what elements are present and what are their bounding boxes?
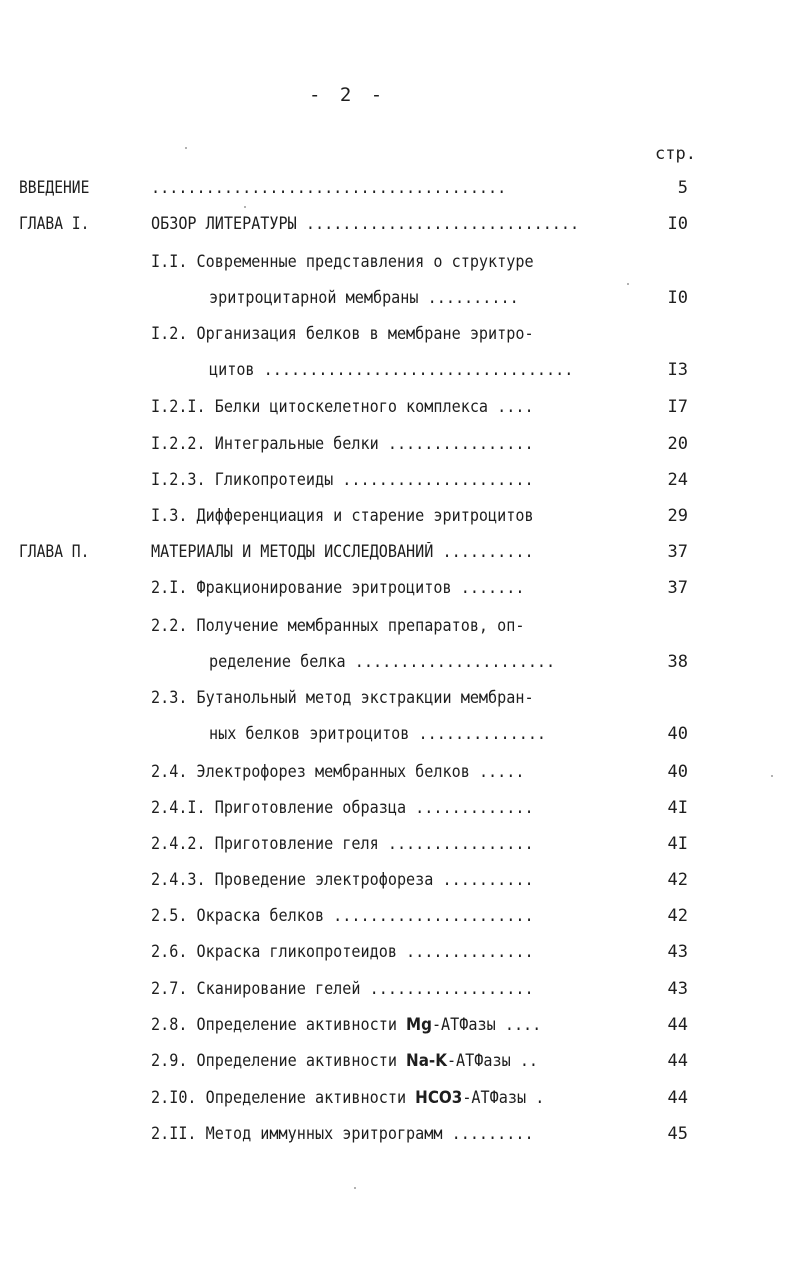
entry-title-suffix: -АТФазы: [431, 1015, 496, 1035]
toc-entry-text: [151, 397, 618, 417]
entry-title: 2.9. Определение активности: [151, 1051, 407, 1071]
entry-title: ных белков эритроцитов: [209, 724, 410, 744]
page-ref: 4I: [667, 798, 688, 818]
page-ref: 43: [667, 979, 688, 999]
chapter-label: ВВЕДЕНИЕ: [19, 178, 90, 198]
entry-title: 2.4.2. Приготовление геля: [151, 834, 379, 854]
entry-title: 2.4. Электрофорез мембранных белков: [151, 762, 470, 782]
entry-title: 2.II. Метод иммунных эритрограмм: [151, 1124, 443, 1144]
page-ref: 45: [667, 1124, 688, 1144]
page-column-label: стр.: [655, 144, 696, 164]
toc-entry-text: [151, 214, 618, 234]
page-ref: 5: [677, 178, 688, 198]
page-ref: 44: [667, 1088, 688, 1108]
dot-leader: ..............................: [296, 214, 580, 234]
entry-title: 2.6. Окраска гликопротеидов: [151, 942, 397, 962]
entry-title: 2.4.3. Проведение электрофореза: [151, 870, 434, 890]
page-ref: 44: [667, 1051, 688, 1071]
toc-entry-text: [151, 1015, 618, 1035]
entry-title: 2.5. Окраска белков: [151, 906, 325, 926]
toc-entry-text: [151, 870, 618, 890]
toc-entry-text: [151, 578, 618, 598]
dot-leader: .....: [469, 762, 525, 782]
toc-entry-text: [151, 470, 618, 490]
dot-leader: ..: [510, 1051, 539, 1071]
page-ref: 42: [667, 870, 688, 890]
toc-entry-text: [209, 652, 625, 672]
toc-entry-text: [151, 252, 618, 272]
dot-leader: ................: [378, 434, 534, 454]
entry-title: ОБЗОР ЛИТЕРАТУРЫ: [151, 214, 297, 234]
chemical-formula: Mg: [406, 1015, 432, 1035]
entry-title: I.I. Современные представления о структуре: [151, 252, 534, 272]
toc-entry-text: [151, 324, 618, 344]
toc-entry-text: [151, 942, 618, 962]
toc-entry-text: [151, 798, 618, 818]
toc-entry-text: [151, 906, 618, 926]
page-number: - 2 -: [309, 84, 387, 106]
dot-leader: ..............: [409, 724, 547, 744]
chapter-label: ГЛАВА П.: [19, 542, 90, 562]
scan-speck: [627, 283, 629, 285]
entry-title-suffix: -АТФазы: [446, 1051, 511, 1071]
entry-title: I.3. Дифференциация и старение эритроцитов: [151, 506, 534, 526]
entry-title: ределение белка: [209, 652, 346, 672]
toc-entry-text: [151, 762, 618, 782]
dot-leader: ..................................: [254, 360, 574, 380]
toc-entry-text: [209, 360, 625, 380]
scan-speck: [771, 775, 773, 777]
toc-entry-text: [151, 178, 618, 198]
entry-title: 2.3. Бутанольный метод экстракции мембран-: [151, 688, 534, 708]
entry-title-suffix: -АТФазы: [462, 1088, 527, 1108]
toc-entry-text: [151, 1088, 618, 1108]
toc-entry-text: [151, 688, 618, 708]
entry-title: цитов: [209, 360, 255, 380]
chemical-formula: Na-K: [406, 1051, 447, 1071]
page-ref: I3: [667, 360, 688, 380]
page-ref: 37: [667, 578, 688, 598]
dot-leader: ..........: [433, 542, 534, 562]
dot-leader: .......: [451, 578, 525, 598]
page-ref: 4I: [667, 834, 688, 854]
dot-leader: ..................: [360, 979, 534, 999]
entry-title: I.2.I. Белки цитоскелетного комплекса: [151, 397, 489, 417]
page-ref: I0: [667, 214, 688, 234]
chemical-formula: HCO3: [415, 1088, 463, 1108]
page-ref: I7: [667, 397, 688, 417]
page-ref: 37: [667, 542, 688, 562]
page-ref: 24: [667, 470, 688, 490]
entry-title: 2.7. Сканирование гелей: [151, 979, 361, 999]
dot-leader: ....: [488, 397, 534, 417]
dot-leader: ..........: [433, 870, 534, 890]
page-ref: 29: [667, 506, 688, 526]
entry-title: 2.8. Определение активности: [151, 1015, 407, 1035]
chapter-label: ГЛАВА I.: [19, 214, 90, 234]
toc-entry-text: [151, 1051, 618, 1071]
toc-entry-text: [151, 834, 618, 854]
toc-entry-text: [151, 542, 618, 562]
entry-title: 2.2. Получение мембранных препаратов, оп-: [151, 616, 525, 636]
dot-leader: .............: [406, 798, 534, 818]
entry-title: 2.I0. Определение активности: [151, 1088, 416, 1108]
dot-leader: ......................: [324, 906, 534, 926]
dot-leader: ..............: [396, 942, 534, 962]
entry-title: I.2.2. Интегральные белки: [151, 434, 379, 454]
toc-entry-text: [151, 616, 618, 636]
toc-entry-text: [209, 288, 625, 308]
scan-speck: [185, 147, 187, 149]
dot-leader: .......................................: [151, 178, 507, 198]
page-ref: 38: [667, 652, 688, 672]
toc-entry-text: [151, 506, 618, 526]
page-ref: 40: [667, 724, 688, 744]
dot-leader: .....................: [333, 470, 534, 490]
entry-title: эритроцитарной мембраны: [209, 288, 419, 308]
dot-leader: ....: [495, 1015, 542, 1035]
entry-title: МАТЕРИАЛЫ И МЕТОДЫ ИССЛЕДОВАНИЙ: [151, 542, 434, 562]
page-ref: 42: [667, 906, 688, 926]
scan-speck: [244, 206, 246, 208]
dot-leader: .........: [442, 1124, 534, 1144]
scan-speck: [354, 1187, 356, 1189]
toc-entry-text: [151, 979, 618, 999]
dot-leader: ................: [378, 834, 534, 854]
page-ref: 44: [667, 1015, 688, 1035]
dot-leader: ......................: [345, 652, 556, 672]
entry-title: I.2.3. Гликопротеиды: [151, 470, 334, 490]
toc-entry-text: [151, 1124, 618, 1144]
toc-entry-text: [209, 724, 625, 744]
page-ref: 20: [667, 434, 688, 454]
entry-title: I.2. Организация белков в мембране эритро-: [151, 324, 534, 344]
toc-entry-text: [151, 434, 618, 454]
entry-title: 2.4.I. Приготовление образца: [151, 798, 407, 818]
entry-title: 2.I. Фракционирование эритроцитов: [151, 578, 452, 598]
dot-leader: ..........: [418, 288, 519, 308]
page-ref: 40: [667, 762, 688, 782]
dot-leader: .: [526, 1088, 545, 1108]
page-ref: 43: [667, 942, 688, 962]
page-ref: I0: [667, 288, 688, 308]
